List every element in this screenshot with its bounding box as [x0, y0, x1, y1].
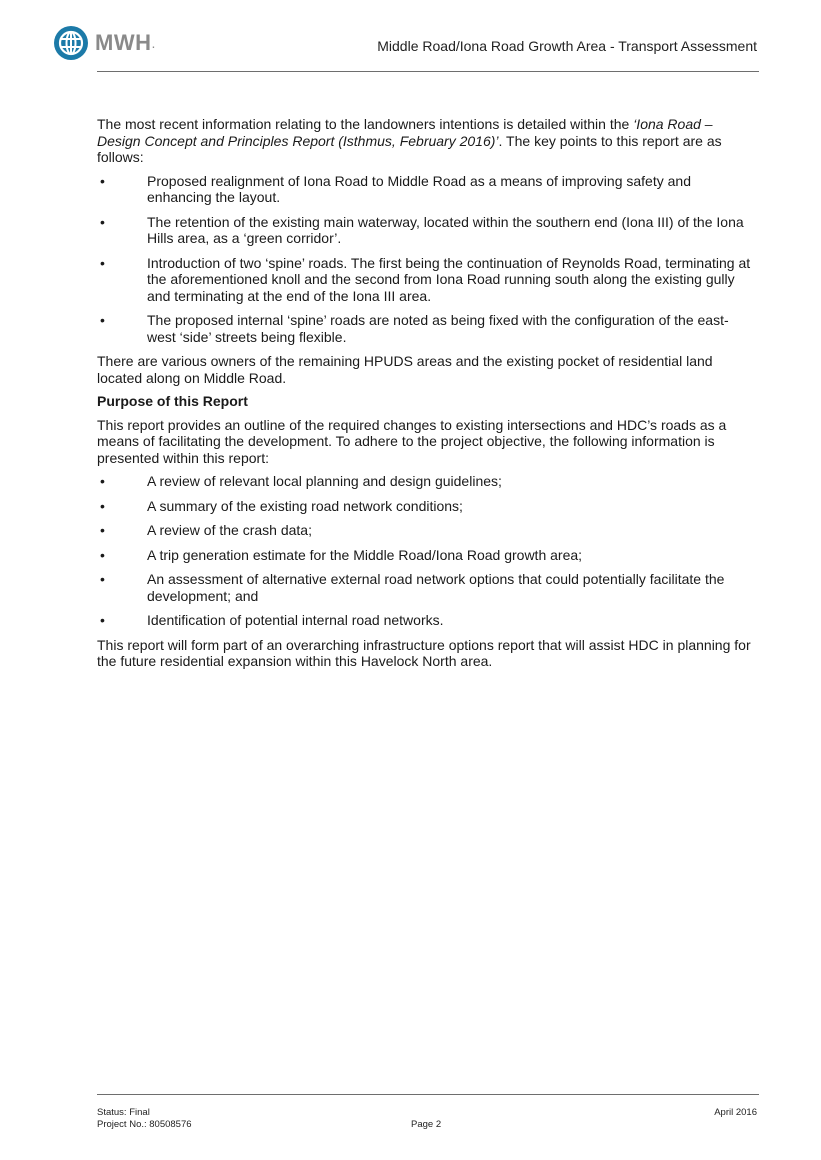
bullet-icon: • — [100, 522, 105, 538]
bullet-icon: • — [100, 612, 105, 628]
logo-dot: . — [151, 35, 156, 51]
globe-icon — [53, 25, 89, 61]
list-item — [97, 547, 752, 564]
list-item — [97, 214, 752, 247]
report-citation: ‘Iona Road – Design Concept and Principles Report (Isthmus, February 2016)’ — [97, 116, 713, 149]
bullet-icon: • — [100, 497, 105, 514]
document-date: April 2016 — [714, 1107, 757, 1118]
intro-text-before: The most recent information relating to the landowners intentions is detailed within the — [97, 116, 634, 132]
section-heading: Purpose of this Report — [97, 393, 248, 409]
list-item — [97, 612, 752, 629]
project-number: Project No.: 80508576 — [97, 1119, 192, 1130]
list-item — [97, 522, 752, 539]
list-item — [97, 498, 752, 515]
list-item-text: The retention of the existing main waterway, located within the southern end (Iona III) of the Iona Hills area, as a ‘green corridor’. — [147, 213, 744, 246]
bullet-icon: • — [100, 213, 105, 230]
page-content — [97, 116, 752, 677]
list-item-text: An assessment of alternative external road network options that could potentially facilitate the development; and — [147, 571, 725, 604]
purpose-paragraph: This report provides an outline of the required changes to existing intersections and HDC’s roads as a means of facilitating the development. To adhere to the project objective, the following information is presented within this report: — [97, 416, 727, 466]
bullet-icon: • — [100, 546, 105, 563]
list-item — [97, 473, 752, 490]
page-number: Page 2 — [411, 1119, 442, 1130]
bullet-icon: • — [100, 571, 105, 587]
list-item-text: Identification of potential internal road networks. — [147, 612, 444, 628]
list-item — [97, 173, 752, 206]
list-item-text: A review of the crash data; — [147, 522, 312, 538]
header-divider — [97, 71, 759, 72]
footer-left — [97, 1107, 192, 1131]
logo-text: MWH — [95, 30, 152, 55]
list-item-text: A review of relevant local planning and design guidelines; — [147, 473, 502, 489]
report-items-list — [97, 473, 752, 629]
owners-paragraph: There are various owners of the remaining HPUDS areas and the existing pocket of residential land located along on Middle Road. — [97, 353, 713, 386]
list-item — [97, 255, 752, 305]
document-title: Middle Road/Iona Road Growth Area - Transport Assessment — [377, 38, 757, 54]
bullet-icon: • — [100, 473, 105, 489]
list-item-text: Proposed realignment of Iona Road to Middle Road as a means of improving safety and enhancing the layout. — [147, 172, 691, 205]
list-item-text: A summary of the existing road network conditions; — [147, 497, 463, 514]
key-points-list — [97, 173, 752, 346]
intro-text-after: . The key points to this report are as follows: — [97, 132, 722, 165]
closing-paragraph: This report will form part of an overarching infrastructure options report that will assist HDC in planning for the future residential expansion within this Havelock North area. — [97, 636, 751, 669]
footer-divider — [97, 1094, 759, 1095]
bullet-icon: • — [100, 254, 105, 271]
list-item-text: The proposed internal ‘spine’ roads are noted as being fixed with the configuration of the east-west ‘side’ streets being flexible. — [147, 312, 729, 345]
mwh-logo — [53, 25, 155, 61]
list-item — [97, 571, 752, 604]
intro-paragraph — [97, 116, 752, 166]
status-text: Status: Final — [97, 1107, 150, 1118]
bullet-icon: • — [100, 172, 105, 189]
list-item-text: Introduction of two ‘spine’ roads. The first being the continuation of Reynolds Road, terminating at the aforementioned knoll and the second from Iona Road running south along the existing gully and terminating at the end of the Iona III area. — [147, 254, 751, 304]
list-item-text: A trip generation estimate for the Middle Road/Iona Road growth area; — [147, 546, 583, 563]
list-item — [97, 312, 752, 345]
bullet-icon: • — [100, 312, 105, 328]
